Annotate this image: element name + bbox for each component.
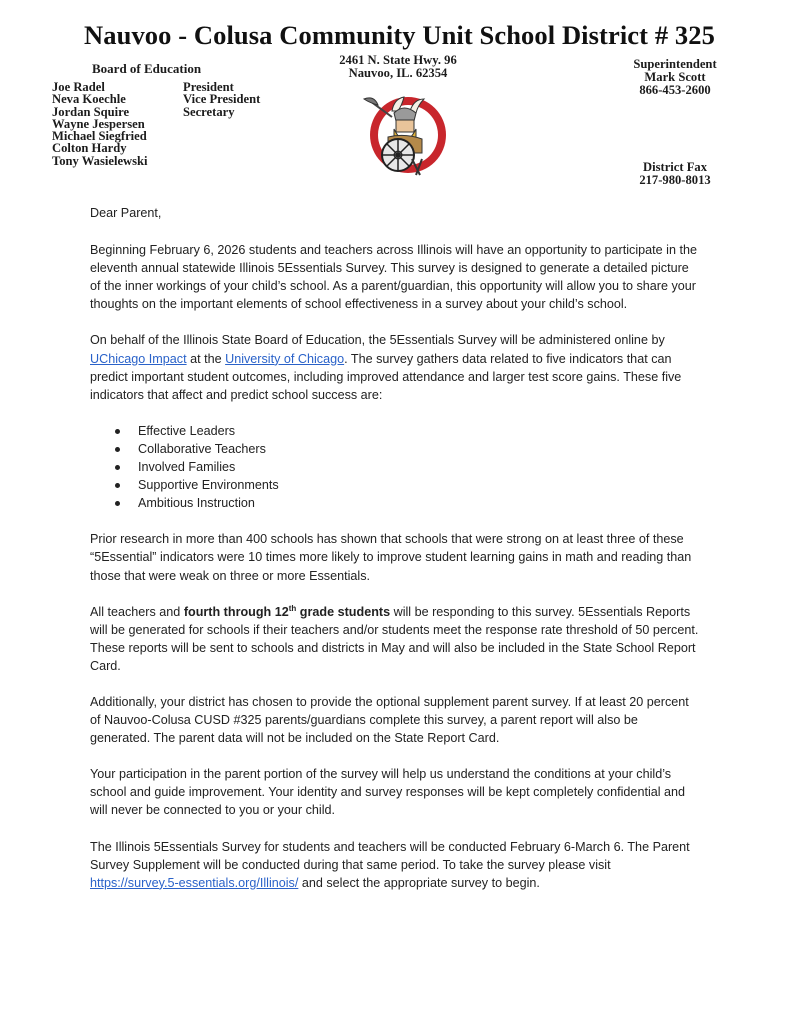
text: will be responding to this survey. 5Essentials Reports will be generated for schools if their teachers and/or students meet the response rate threshold of 50 percent. These reports will be sent to schools and districts in May and will also be included in the State School Report Card. [90, 604, 699, 673]
member-name: Colton Hardy [52, 141, 127, 156]
list-item: Involved Families [90, 458, 700, 476]
text: grade students [296, 604, 391, 619]
superintendent-block [595, 58, 755, 97]
text: fourth through 12 [183, 604, 289, 619]
paragraph-confidentiality: Your participation in the parent portion of the survey will help us understand the conditions at your child’s school and guide improvement. Your identity and survey responses will be kept completely confidential and will never be connected to you or your child. [90, 767, 686, 818]
superintendent-name: Mark Scott [644, 70, 706, 84]
paragraph-administration [90, 331, 700, 403]
viking-mascot-logo-icon [352, 89, 450, 181]
paragraph-parent-survey: Additionally, your district has chosen to provide the optional supplement parent survey. If at least 20 percent of Nauvoo-Colusa CUSD #325 parents/guardians complete this survey, a parent report will also be generated. The parent data will not be included on the State Report Card. [90, 694, 689, 746]
member-name: Tony Wasielewski [52, 153, 148, 168]
text: and select the appropriate survey to begin. [298, 875, 540, 890]
board-heading: Board of Education [92, 61, 202, 76]
text: All teachers and [90, 604, 184, 619]
survey-link[interactable]: https://survey.5-essentials.org/Illinois/ [90, 875, 299, 890]
member-role: Secretary [183, 104, 235, 119]
letter-body [90, 204, 700, 910]
text: at the [186, 351, 226, 366]
member-name: Wayne Jespersen [52, 116, 145, 131]
paragraph-intro: Beginning February 6, 2026 students and teachers across Illinois will have an opportunity to participate in the eleventh annual statewide Illinois 5Essentials Survey. This survey is designed to generate a detailed picture of the inner workings of your child’s school. As a parent/guardian, this opportunity will allow you to share your thoughts on the important elements of school effectiveness in a survey about your child’s school. [90, 243, 697, 312]
greeting: Dear Parent, [90, 206, 162, 220]
list-item: Collaborative Teachers [90, 440, 700, 458]
university-of-chicago-link[interactable]: University of Chicago [225, 351, 345, 366]
text: On behalf of the Illinois State Board of Education, the 5Essentials Survey will be administered online by [90, 333, 665, 348]
member-name: Neva Koechle [52, 92, 126, 107]
district-title: Nauvoo - Colusa Community Unit School District # 325 [84, 20, 715, 50]
bold-text [184, 605, 390, 619]
paragraph-participants [90, 603, 700, 675]
paragraph-research: Prior research in more than 400 schools has shown that schools that were strong on at least three of these “5Essential” indicators were 10 times more likely to improve student learning gains in math and reading than those that were weak on three or more Essentials. [90, 532, 692, 583]
list-item: Effective Leaders [90, 422, 700, 440]
list-item: Supportive Environments [90, 476, 700, 494]
member-name: Jordan Squire [52, 104, 130, 119]
fax-label: District Fax [643, 160, 707, 174]
address-line: Nauvoo, IL. 62354 [348, 66, 448, 80]
fax-block [595, 161, 755, 187]
paragraph-schedule [90, 838, 700, 892]
member-name: Joe Radel [52, 80, 105, 94]
member-role: President [183, 80, 234, 94]
indicator-list [90, 422, 700, 512]
member-role: Vice President [183, 92, 261, 107]
text: . The survey gathers data related to five indicators that can predict important student outcomes, including improved attendance and larger test score gains. These five indicators that affect and predict school success are: [90, 351, 682, 402]
address-line: 2461 N. State Hwy. 96 [339, 53, 457, 67]
superscript: th [288, 603, 297, 613]
fax-number: 217-980-8013 [639, 173, 711, 187]
board-roles [183, 81, 260, 118]
member-name: Michael Siegfried [52, 129, 147, 144]
list-item: Ambitious Instruction [90, 494, 700, 512]
uchicago-impact-link[interactable]: UChicago Impact [90, 351, 187, 366]
superintendent-label: Superintendent [633, 57, 717, 71]
superintendent-phone: 866-453-2600 [639, 83, 711, 97]
board-members [52, 81, 148, 167]
text: The Illinois 5Essentials Survey for students and teachers will be conducted February 6-March 6. The Parent Survey Supplement will be conducted during that same period. To take the survey please visit [90, 839, 690, 872]
district-address [318, 54, 478, 80]
